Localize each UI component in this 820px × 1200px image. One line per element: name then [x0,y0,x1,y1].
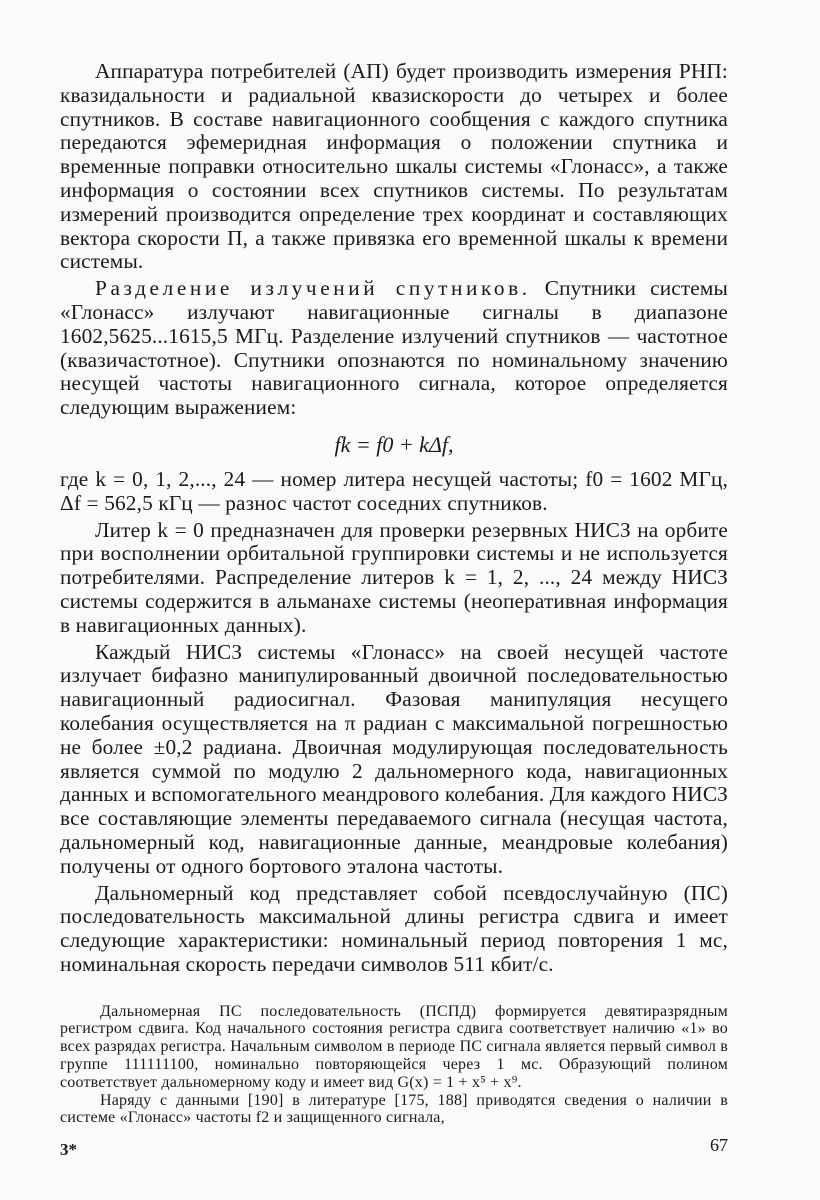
paragraph-4: Литер k = 0 предназначен для проверки резервных НИСЗ на орбите при восполнении орбитальной группировки системы и не используется потребителями. Распределение литеров k = 1, 2, ..., 24 между НИСЗ системы содержится в альманахе системы (неоперативная информация в навигационных данных). [60,517,728,637]
paragraph-2 [60,277,728,420]
signature-mark: 3* [60,1140,77,1159]
small-paragraph-2: Наряду с данными [190] в литературе [175, 188] приводятся сведения о наличии в системе «Глонасс» частоты f2 и защищенного сигнала, [60,1091,728,1127]
paragraph-5: Каждый НИСЗ системы «Глонасс» на своей несущей частоте излучает бифазно манипулированный двоичной последовательностью навигационный радиосигнал. Фазовая манипуляция несущего колебания осуществляется на π радиан с максимальной погрешностью не более ±0,2 радиана. Двоичная модулирующая последовательность является суммой по модулю 2 дальномерного кода, навигационных данных и вспомогательного меандрового колебания. Для каждого НИСЗ все составляющие элементы передаваемого сигнала (несущая частота, дальномерный код, навигационные данные, меандровые колебания) получены от одного бортового эталона частоты. [60,639,728,878]
formula: fk = f0 + kΔf, [334,431,454,457]
paragraph-3: где k = 0, 1, 2,..., 24 — номер литера несущей частоты; f0 = 1602 МГц, Δf = 562,5 кГц — разнос частот соседних спутников. [60,466,728,515]
page-number: 67 [710,1135,728,1155]
small-print-block [60,1003,728,1128]
paragraph-1: Аппаратура потребителей (АП) будет производить измерения РНП: квазидальности и радиальной квазискорости до четырех и более спутников. В составе навигационного сообщения с каждого спутника передаются эфемеридная информация о положении спутника и временные поправки относительно шкалы системы «Глонасс», а также информация о состоянии всех спутников системы. По результатам измерений производится определение трех координат и составляющих вектора скорости П, а также привязка его временной шкалы к времени системы. [60,59,728,274]
page-footer [60,1135,728,1165]
small-paragraph-1: Дальномерная ПС последовательность (ПСПД) формируется девятиразрядным регистром сдвига. Код начального состояния регистра сдвига соответствует наличию «1» во всех разрядах регистра. Начальным символом в периоде ПС сигнала является первый символ в группе 111111100, номинально повторяющейся через 1 мс. Образующий полином соответствует дальномерному коду и имеет вид G(x) = 1 + x⁵ + x⁹. [60,1002,728,1091]
section-heading: Разделение излучений спутников. [95,276,531,301]
paragraph-6: Дальномерный код представляет собой псевдослучайную (ПС) последовательность максимальной длины регистра сдвига и имеет следующие характеристики: номинальный период повторения 1 мс, номинальная скорость передачи символов 511 кбит/с. [60,880,728,976]
page-body [60,60,728,1127]
paragraph-2-text: Спутники системы «Глонасс» излучают навигационные сигналы в диапазоне 1602,5625...1615,5 МГц. Разделение излучений спутников — частотное (квазичастотное). Спутники опознаются по номинальному значению несущей частоты навигационного сигнала, которое определяется следующим выражением: [60,276,728,420]
